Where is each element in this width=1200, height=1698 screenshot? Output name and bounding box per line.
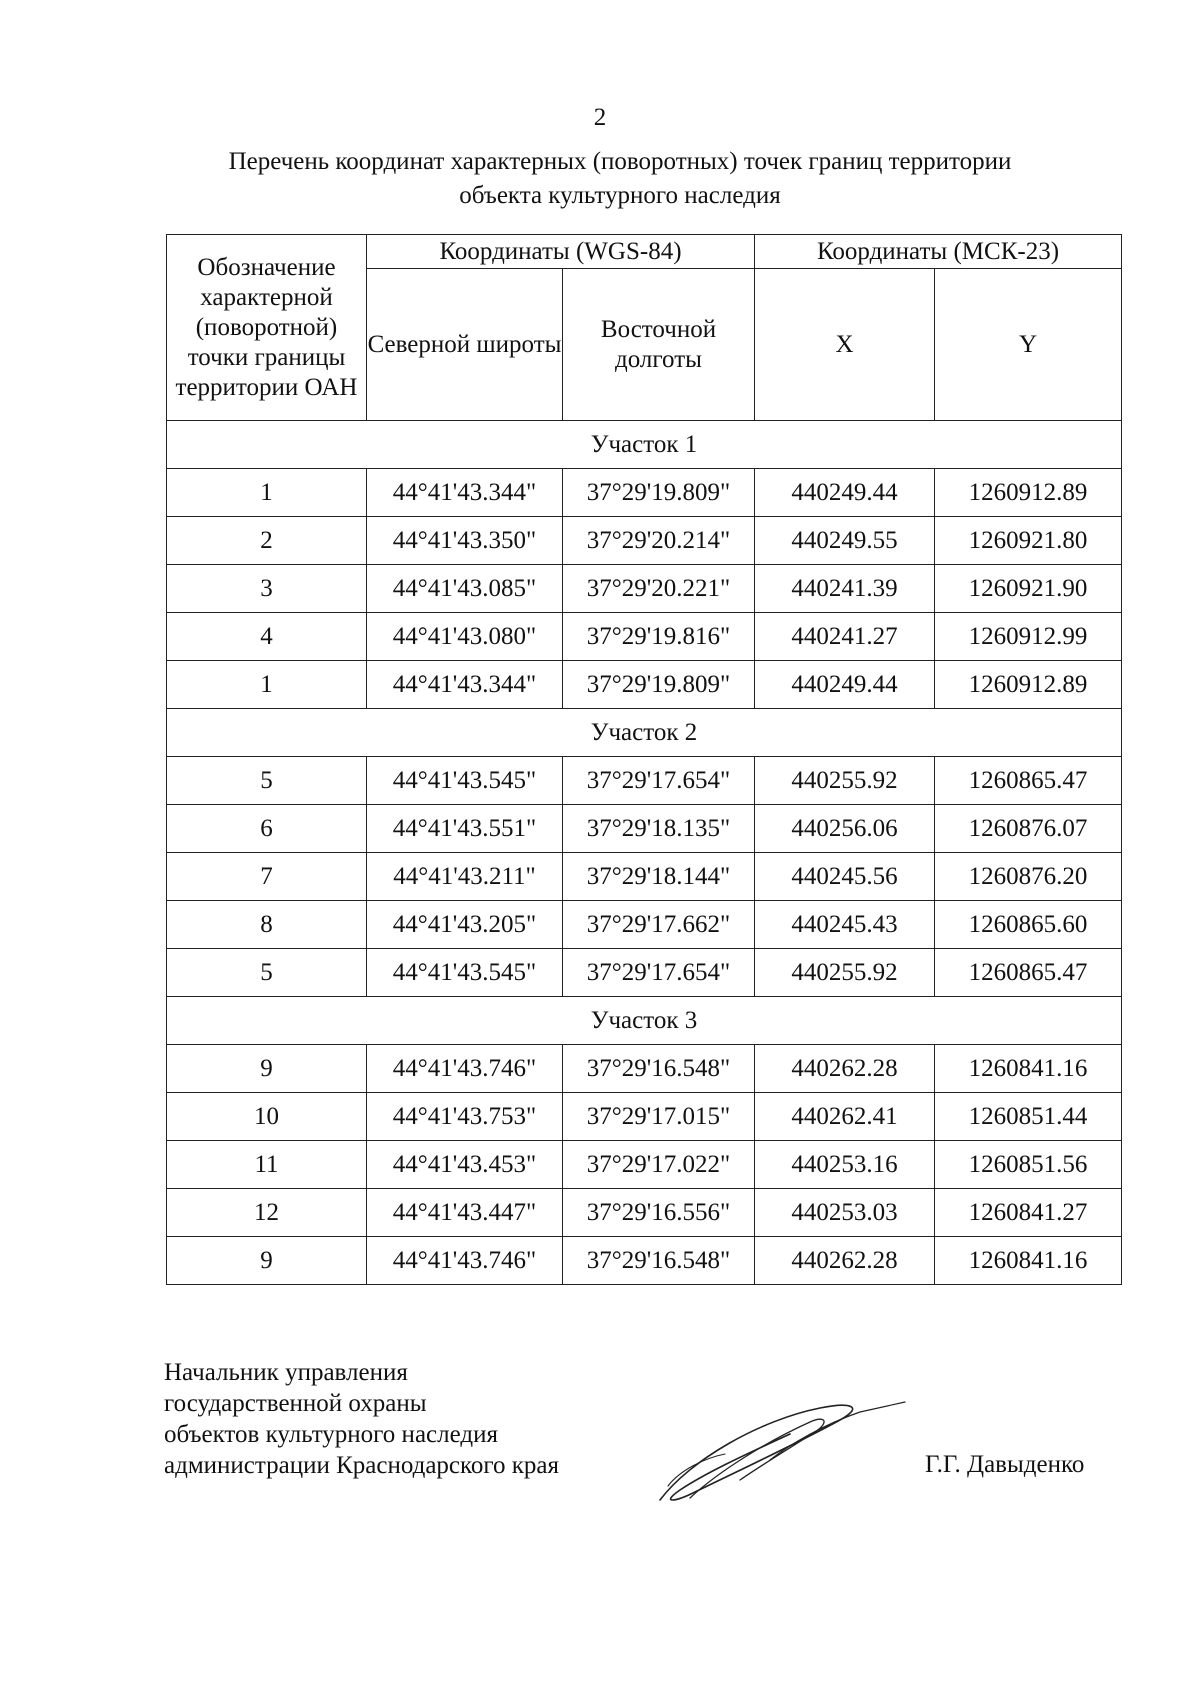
signatory-position <box>164 1357 559 1481</box>
coordinates-table <box>166 234 1122 1285</box>
section-row <box>167 709 1122 757</box>
point-cell: 1 <box>167 469 367 517</box>
x-cell: 440253.16 <box>755 1141 935 1189</box>
table-row <box>167 1093 1122 1141</box>
longitude-cell: 37°29'16.548" <box>563 1237 755 1285</box>
latitude-cell: 44°41'43.350" <box>367 517 563 565</box>
y-cell: 1260876.20 <box>935 853 1122 901</box>
table-row <box>167 565 1122 613</box>
x-cell: 440255.92 <box>755 949 935 997</box>
latitude-cell: 44°41'43.545" <box>367 949 563 997</box>
latitude-cell: 44°41'43.545" <box>367 757 563 805</box>
section-row <box>167 421 1122 469</box>
point-cell: 9 <box>167 1045 367 1093</box>
msk23-header: Координаты (МСК-23) <box>755 235 1122 269</box>
longitude-cell: 37°29'19.809" <box>563 469 755 517</box>
position-line: Начальник управления <box>164 1359 408 1386</box>
position-line: государственной охраны <box>164 1390 427 1417</box>
table-row <box>167 853 1122 901</box>
point-cell: 5 <box>167 949 367 997</box>
y-cell: 1260876.07 <box>935 805 1122 853</box>
table-body <box>167 421 1122 1285</box>
point-cell: 7 <box>167 853 367 901</box>
y-cell: 1260851.44 <box>935 1093 1122 1141</box>
point-cell: 4 <box>167 613 367 661</box>
x-cell: 440262.28 <box>755 1045 935 1093</box>
longitude-cell: 37°29'17.022" <box>563 1141 755 1189</box>
point-designation-header: Обозначение характерной (поворотной) точки границы территории ОАН <box>167 235 367 421</box>
y-cell: 1260851.56 <box>935 1141 1122 1189</box>
point-cell: 6 <box>167 805 367 853</box>
latitude-cell: 44°41'43.205" <box>367 901 563 949</box>
table-row <box>167 901 1122 949</box>
point-cell: 10 <box>167 1093 367 1141</box>
latitude-cell: 44°41'43.211" <box>367 853 563 901</box>
position-line: объектов культурного наследия <box>164 1421 498 1448</box>
section-title: Участок 3 <box>167 997 1122 1045</box>
y-cell: 1260912.89 <box>935 661 1122 709</box>
wgs84-header: Координаты (WGS-84) <box>367 235 755 269</box>
x-cell: 440241.39 <box>755 565 935 613</box>
latitude-cell: 44°41'43.753" <box>367 1093 563 1141</box>
table-row <box>167 613 1122 661</box>
x-cell: 440262.28 <box>755 1237 935 1285</box>
y-cell: 1260841.27 <box>935 1189 1122 1237</box>
y-cell: 1260921.80 <box>935 517 1122 565</box>
longitude-cell: 37°29'17.654" <box>563 949 755 997</box>
y-cell: 1260921.90 <box>935 565 1122 613</box>
x-cell: 440255.92 <box>755 757 935 805</box>
x-cell: 440245.56 <box>755 853 935 901</box>
point-cell: 3 <box>167 565 367 613</box>
page-number: 2 <box>593 104 607 131</box>
table-row <box>167 517 1122 565</box>
latitude-cell: 44°41'43.447" <box>367 1189 563 1237</box>
handwritten-signature <box>650 1400 910 1510</box>
x-cell: 440249.44 <box>755 661 935 709</box>
point-cell: 8 <box>167 901 367 949</box>
x-cell: 440253.03 <box>755 1189 935 1237</box>
x-cell: 440249.55 <box>755 517 935 565</box>
latitude-header: Северной широты <box>367 269 563 421</box>
y-cell: 1260841.16 <box>935 1237 1122 1285</box>
position-line: администрации Краснодарского края <box>164 1452 560 1479</box>
section-row <box>167 997 1122 1045</box>
signatory-name: Г.Г. Давыденко <box>925 1451 1085 1478</box>
y-cell: 1260841.16 <box>935 1045 1122 1093</box>
longitude-cell: 37°29'18.135" <box>563 805 755 853</box>
latitude-cell: 44°41'43.746" <box>367 1045 563 1093</box>
table-row <box>167 757 1122 805</box>
point-cell: 2 <box>167 517 367 565</box>
latitude-cell: 44°41'43.746" <box>367 1237 563 1285</box>
x-cell: 440241.27 <box>755 613 935 661</box>
longitude-cell: 37°29'16.556" <box>563 1189 755 1237</box>
x-cell: 440256.06 <box>755 805 935 853</box>
point-cell: 5 <box>167 757 367 805</box>
y-cell: 1260912.99 <box>935 613 1122 661</box>
longitude-cell: 37°29'20.214" <box>563 517 755 565</box>
latitude-cell: 44°41'43.085" <box>367 565 563 613</box>
point-cell: 1 <box>167 661 367 709</box>
latitude-cell: 44°41'43.344" <box>367 661 563 709</box>
table-row <box>167 1237 1122 1285</box>
longitude-cell: 37°29'17.662" <box>563 901 755 949</box>
title-line-1: Перечень координат характерных (поворотных) точек границ территории <box>228 148 1012 175</box>
table-row <box>167 469 1122 517</box>
table-row <box>167 949 1122 997</box>
x-cell: 440249.44 <box>755 469 935 517</box>
x-header: X <box>755 269 935 421</box>
title-line-2: объекта культурного наследия <box>459 182 781 209</box>
point-cell: 12 <box>167 1189 367 1237</box>
table-row <box>167 1045 1122 1093</box>
latitude-cell: 44°41'43.080" <box>367 613 563 661</box>
table-row <box>167 661 1122 709</box>
table-row <box>167 1141 1122 1189</box>
y-cell: 1260912.89 <box>935 469 1122 517</box>
y-cell: 1260865.47 <box>935 949 1122 997</box>
x-cell: 440262.41 <box>755 1093 935 1141</box>
latitude-cell: 44°41'43.551" <box>367 805 563 853</box>
longitude-cell: 37°29'17.654" <box>563 757 755 805</box>
longitude-cell: 37°29'19.816" <box>563 613 755 661</box>
latitude-cell: 44°41'43.453" <box>367 1141 563 1189</box>
longitude-cell: 37°29'18.144" <box>563 853 755 901</box>
y-cell: 1260865.47 <box>935 757 1122 805</box>
longitude-cell: 37°29'19.809" <box>563 661 755 709</box>
table-row <box>167 1189 1122 1237</box>
section-title: Участок 2 <box>167 709 1122 757</box>
longitude-cell: 37°29'16.548" <box>563 1045 755 1093</box>
y-cell: 1260865.60 <box>935 901 1122 949</box>
longitude-header: Восточной долготы <box>563 269 755 421</box>
longitude-cell: 37°29'17.015" <box>563 1093 755 1141</box>
longitude-cell: 37°29'20.221" <box>563 565 755 613</box>
document-title <box>140 145 1100 213</box>
point-cell: 9 <box>167 1237 367 1285</box>
latitude-cell: 44°41'43.344" <box>367 469 563 517</box>
table-row <box>167 805 1122 853</box>
x-cell: 440245.43 <box>755 901 935 949</box>
section-title: Участок 1 <box>167 421 1122 469</box>
point-cell: 11 <box>167 1141 367 1189</box>
y-header: Y <box>935 269 1122 421</box>
